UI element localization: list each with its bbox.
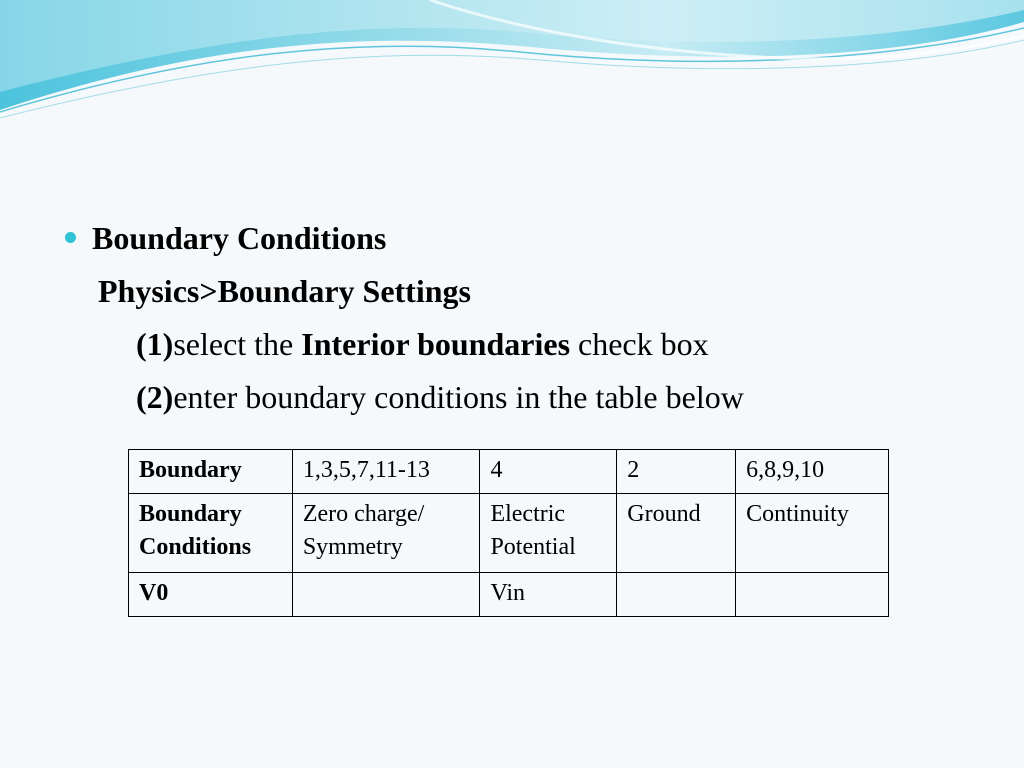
table-row-boundary bbox=[129, 450, 889, 494]
cell-line: Boundary bbox=[139, 501, 242, 527]
cell-line: 6,8,9,10 bbox=[746, 457, 825, 483]
slide-heading: Boundary Conditions bbox=[92, 220, 387, 256]
table-cell bbox=[617, 450, 736, 494]
table-cell bbox=[617, 494, 736, 573]
step-1-text-before: select the bbox=[173, 326, 302, 362]
slide-subheading: Physics>Boundary Settings bbox=[98, 273, 471, 309]
step-2-text: enter boundary conditions in the table below bbox=[173, 379, 744, 415]
cell-line: Zero charge/ bbox=[302, 501, 425, 527]
table-row-boundary-conditions bbox=[129, 494, 889, 573]
cell-line: Boundary bbox=[139, 457, 242, 483]
cell-line: 1,3,5,7,11-13 bbox=[302, 457, 430, 483]
table-cell bbox=[736, 450, 889, 494]
cell-line: 4 bbox=[490, 457, 503, 483]
cell-line: Potential bbox=[490, 534, 576, 560]
cell-line: Vin bbox=[490, 580, 526, 606]
table-cell bbox=[292, 494, 480, 573]
cell-line: Electric bbox=[490, 501, 566, 527]
table-cell bbox=[480, 450, 617, 494]
row-header-boundary bbox=[129, 450, 293, 494]
step-2 bbox=[136, 378, 744, 416]
cell-line: Ground bbox=[627, 501, 701, 527]
boundary-conditions-table bbox=[128, 449, 889, 617]
table-cell bbox=[292, 450, 480, 494]
table-cell bbox=[480, 494, 617, 573]
cell-line: Symmetry bbox=[302, 534, 403, 560]
step-1-emphasis: Interior boundaries bbox=[301, 326, 571, 362]
step-1-text-after: check box bbox=[570, 326, 709, 362]
bullet-dot-icon bbox=[65, 232, 76, 243]
cell-line: Continuity bbox=[746, 501, 849, 527]
step-1 bbox=[136, 325, 709, 363]
table-row-v0 bbox=[129, 573, 889, 617]
step-1-number: (1) bbox=[136, 326, 174, 362]
table-cell bbox=[736, 573, 889, 617]
table-cell bbox=[292, 573, 480, 617]
cell-line: 2 bbox=[627, 457, 640, 483]
row-header-boundary-conditions bbox=[129, 494, 293, 573]
table-cell bbox=[736, 494, 889, 573]
cell-line: Conditions bbox=[139, 534, 252, 560]
row-header-v0 bbox=[129, 573, 293, 617]
table-cell bbox=[617, 573, 736, 617]
step-2-number: (2) bbox=[136, 379, 174, 415]
cell-line: V0 bbox=[139, 580, 169, 606]
table-cell bbox=[480, 573, 617, 617]
